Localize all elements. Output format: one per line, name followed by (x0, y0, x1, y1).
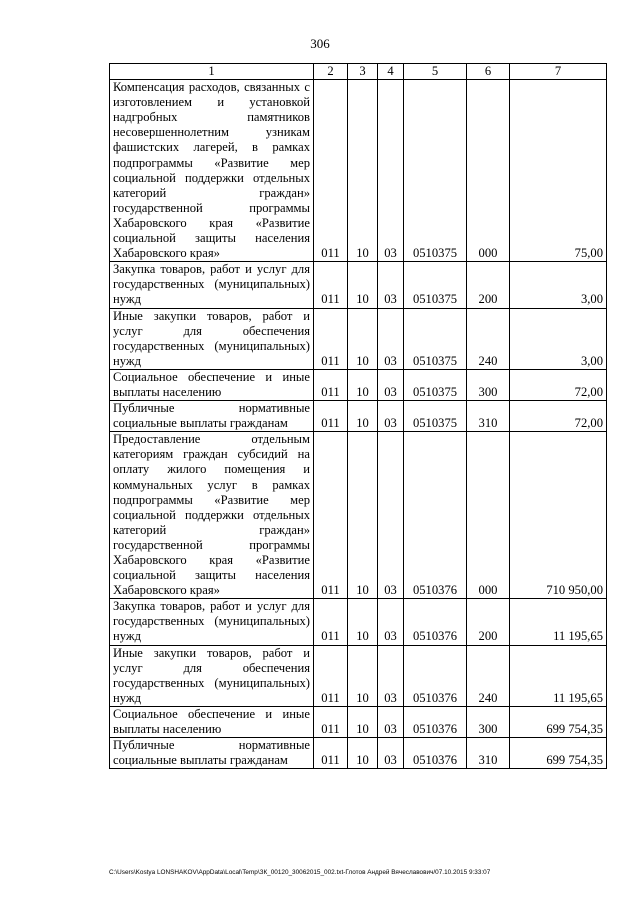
table-row (110, 401, 607, 432)
row-ministry-code: 011 (314, 738, 348, 769)
row-subsection-code: 03 (378, 645, 404, 706)
row-target-code: 0510375 (404, 262, 467, 308)
row-amount: 75,00 (510, 80, 607, 262)
row-target-code: 0510375 (404, 80, 467, 262)
table-row (110, 432, 607, 599)
row-section-code: 10 (348, 738, 378, 769)
row-amount: 72,00 (510, 369, 607, 400)
row-ministry-code: 011 (314, 599, 348, 645)
row-description: Компенсация расходов, связанных с изготовлением и установкой надгробных памятников несовершеннолетним узникам фашистских лагерей, в рамках подпрограммы «Развитие мер социальной поддержки отдельных категорий граждан» государственной программы Хабаровского края «Развитие социальной защиты населения Хабаровского края» (110, 80, 314, 262)
table-row (110, 262, 607, 308)
row-description: Закупка товаров, работ и услуг для государственных (муниципальных) нужд (110, 599, 314, 645)
row-section-code: 10 (348, 599, 378, 645)
row-ministry-code: 011 (314, 369, 348, 400)
column-header: 4 (378, 64, 404, 80)
row-section-code: 10 (348, 308, 378, 369)
column-header: 3 (348, 64, 378, 80)
row-expense-type: 240 (467, 308, 510, 369)
row-amount: 699 754,35 (510, 738, 607, 769)
table-row (110, 645, 607, 706)
row-amount: 3,00 (510, 262, 607, 308)
row-target-code: 0510376 (404, 432, 467, 599)
table-row (110, 738, 607, 769)
row-target-code: 0510376 (404, 599, 467, 645)
column-header: 2 (314, 64, 348, 80)
row-amount: 3,00 (510, 308, 607, 369)
row-expense-type: 000 (467, 80, 510, 262)
row-target-code: 0510375 (404, 308, 467, 369)
page-number: 306 (310, 36, 330, 51)
row-ministry-code: 011 (314, 645, 348, 706)
row-section-code: 10 (348, 432, 378, 599)
row-amount: 11 195,65 (510, 599, 607, 645)
row-expense-type: 310 (467, 738, 510, 769)
header-row (110, 64, 607, 80)
row-description: Социальное обеспечение и иные выплаты населению (110, 706, 314, 737)
row-section-code: 10 (348, 645, 378, 706)
row-description: Предоставление отдельным категориям граждан субсидий на оплату жилого помещения и коммунальных услуг в рамках подпрограммы «Развитие мер социальной поддержки отдельных категорий граждан» государственной программы Хабаровского края «Развитие социальной защиты населения Хабаровского края» (110, 432, 314, 599)
row-amount: 710 950,00 (510, 432, 607, 599)
row-ministry-code: 011 (314, 401, 348, 432)
row-ministry-code: 011 (314, 308, 348, 369)
row-ministry-code: 011 (314, 706, 348, 737)
row-subsection-code: 03 (378, 308, 404, 369)
budget-table (109, 63, 607, 769)
table-row (110, 369, 607, 400)
row-target-code: 0510375 (404, 369, 467, 400)
row-subsection-code: 03 (378, 80, 404, 262)
row-ministry-code: 011 (314, 432, 348, 599)
row-subsection-code: 03 (378, 401, 404, 432)
row-subsection-code: 03 (378, 706, 404, 737)
row-subsection-code: 03 (378, 738, 404, 769)
row-section-code: 10 (348, 401, 378, 432)
row-ministry-code: 011 (314, 80, 348, 262)
table-row (110, 308, 607, 369)
row-expense-type: 310 (467, 401, 510, 432)
row-description: Закупка товаров, работ и услуг для государственных (муниципальных) нужд (110, 262, 314, 308)
row-target-code: 0510375 (404, 401, 467, 432)
row-target-code: 0510376 (404, 738, 467, 769)
row-expense-type: 300 (467, 369, 510, 400)
row-description: Иные закупки товаров, работ и услуг для обеспечения государственных (муниципальных) нужд (110, 645, 314, 706)
column-header: 5 (404, 64, 467, 80)
column-header: 6 (467, 64, 510, 80)
row-section-code: 10 (348, 80, 378, 262)
row-description: Публичные нормативные социальные выплаты гражданам (110, 738, 314, 769)
row-expense-type: 240 (467, 645, 510, 706)
row-expense-type: 200 (467, 262, 510, 308)
file-path-footer: C:\Users\Kostya LONSHAKOV\AppData\Local\Temp\ЗК_00120_30062015_002.txt-Глотов Андрей Вячеславович/07.10.2015 9:33:07 (109, 869, 491, 876)
row-amount: 72,00 (510, 401, 607, 432)
row-subsection-code: 03 (378, 262, 404, 308)
row-section-code: 10 (348, 369, 378, 400)
row-expense-type: 200 (467, 599, 510, 645)
row-description: Социальное обеспечение и иные выплаты населению (110, 369, 314, 400)
row-target-code: 0510376 (404, 706, 467, 737)
row-subsection-code: 03 (378, 599, 404, 645)
row-subsection-code: 03 (378, 432, 404, 599)
table-row (110, 80, 607, 262)
row-subsection-code: 03 (378, 369, 404, 400)
row-section-code: 10 (348, 706, 378, 737)
row-ministry-code: 011 (314, 262, 348, 308)
row-expense-type: 000 (467, 432, 510, 599)
table-row (110, 599, 607, 645)
row-section-code: 10 (348, 262, 378, 308)
column-header: 7 (510, 64, 607, 80)
row-expense-type: 300 (467, 706, 510, 737)
row-amount: 11 195,65 (510, 645, 607, 706)
row-target-code: 0510376 (404, 645, 467, 706)
row-description: Иные закупки товаров, работ и услуг для обеспечения государственных (муниципальных) нужд (110, 308, 314, 369)
row-description: Публичные нормативные социальные выплаты гражданам (110, 401, 314, 432)
row-amount: 699 754,35 (510, 706, 607, 737)
table-row (110, 706, 607, 737)
column-header: 1 (110, 64, 314, 80)
